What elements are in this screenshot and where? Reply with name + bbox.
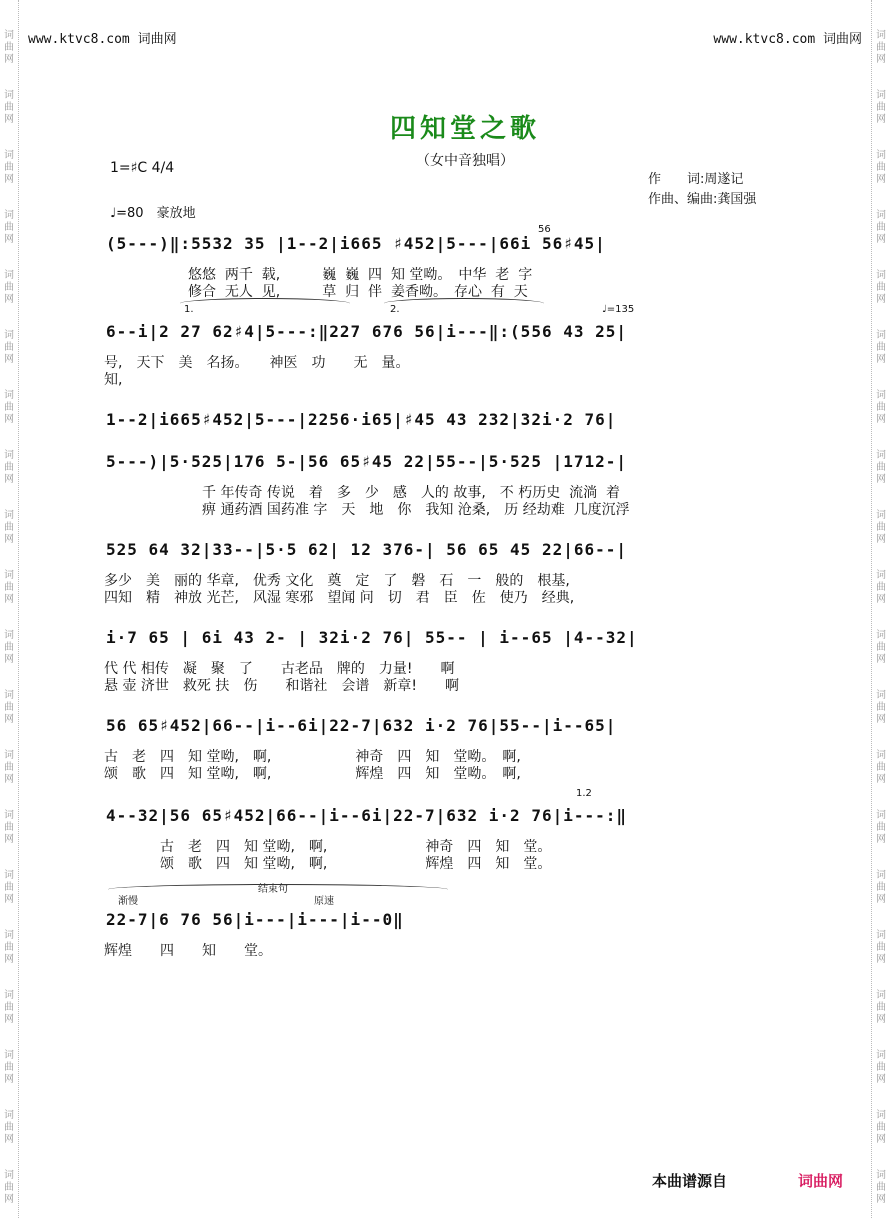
- lyric-line: 悠悠 两千 载, 巍 巍 四 知 堂呦。 中华 老 字: [104, 267, 533, 283]
- watermark-text: 词 曲 网: [4, 390, 14, 425]
- song-subtitle: （女中音独唱）: [416, 153, 514, 169]
- watermark-text: 词 曲 网: [876, 630, 886, 665]
- header-site-left[interactable]: www.ktvc8.com 词曲网: [28, 32, 177, 47]
- watermark-text: 词 曲 网: [4, 30, 14, 65]
- watermark-text: 词 曲 网: [4, 570, 14, 605]
- lyric-line: 古 老 四 知 堂呦, 啊, 神奇 四 知 堂呦。 啊,: [104, 749, 521, 765]
- watermark-text: 词 曲 网: [4, 750, 14, 785]
- watermark-text: 词 曲 网: [4, 930, 14, 965]
- tempo-change-mark: ♩=135: [602, 304, 635, 315]
- watermark-text: 词 曲 网: [4, 210, 14, 245]
- a-tempo-mark: 原速: [314, 896, 334, 907]
- right-watermark: [874, 30, 888, 1230]
- watermark-text: 词 曲 网: [876, 390, 886, 425]
- watermark-text: 词 曲 网: [876, 1050, 886, 1085]
- lyric-line: 痹 通药酒 国药准 字 天 地 你 我知 沧桑, 历 经劫难 几度沉浮: [104, 502, 630, 518]
- watermark-text: 词 曲 网: [4, 1170, 14, 1205]
- watermark-text: 词 曲 网: [4, 1050, 14, 1085]
- second-ending-mark: 2.: [390, 304, 400, 315]
- watermark-text: 词 曲 网: [876, 750, 886, 785]
- grace-note: 56: [538, 224, 551, 235]
- watermark-text: 词 曲 网: [876, 990, 886, 1025]
- watermark-text: 词 曲 网: [876, 30, 886, 65]
- rit-mark: 渐慢: [118, 896, 138, 907]
- watermark-text: 词 曲 网: [4, 270, 14, 305]
- watermark-text: 词 曲 网: [876, 450, 886, 485]
- lyricist-credit: 作 词:周遂记: [648, 172, 744, 187]
- lyric-line: 悬 壶 济世 救死 扶 伤 和谐社 会谱 新章! 啊: [104, 678, 459, 694]
- right-border: [871, 0, 872, 1218]
- watermark-text: 词 曲 网: [876, 810, 886, 845]
- watermark-text: 词 曲 网: [876, 330, 886, 365]
- lyric-line: 古 老 四 知 堂呦, 啊, 神奇 四 知 堂。: [104, 839, 552, 855]
- notation-line: 5---)|5·525|176 5-|56 65♯45 22|55--|5·525 |1712-|: [106, 452, 628, 471]
- lyric-line: 多少 美 丽的 华章, 优秀 文化 奠 定 了 磐 石 一 般的 根基,: [104, 573, 570, 589]
- end-phrase-bracket: [108, 884, 448, 895]
- watermark-text: 词 曲 网: [876, 270, 886, 305]
- first-ending-mark: 1.: [184, 304, 194, 315]
- lyric-line: 代 代 相传 凝 聚 了 古老品 牌的 力量! 啊: [104, 661, 455, 677]
- watermark-text: 词 曲 网: [4, 510, 14, 545]
- watermark-text: 词 曲 网: [4, 810, 14, 845]
- watermark-text: 词 曲 网: [876, 930, 886, 965]
- lyric-line: 修合 无人 见, 草 归 伴 姜香呦。 存心 有 天: [104, 284, 528, 300]
- watermark-text: 词 曲 网: [876, 870, 886, 905]
- watermark-text: 词 曲 网: [876, 510, 886, 545]
- watermark-text: 词 曲 网: [876, 570, 886, 605]
- lyric-line: 颂 歌 四 知 堂呦, 啊, 辉煌 四 知 堂呦。 啊,: [104, 766, 521, 782]
- song-title: 四知堂之歌: [389, 114, 540, 144]
- lyric-line: 千 年传奇 传说 着 多 少 感 人的 故事, 不 朽历史 流淌 着: [104, 485, 621, 501]
- lyric-line: 知,: [104, 372, 123, 388]
- ending-12-mark: 1.2: [576, 788, 592, 799]
- lyric-line: 号, 天下 美 名扬。 神医 功 无 量。: [104, 355, 410, 371]
- watermark-text: 词 曲 网: [876, 690, 886, 725]
- watermark-text: 词 曲 网: [4, 150, 14, 185]
- notation-line: 56 65♯452|66--|i--6i|22-7|632 i·2 76|55--|i--65|: [106, 716, 617, 735]
- notation-line: 6--i|2 27 62♯4|5---:‖227 676 56|i---‖:(556 43 25|: [106, 322, 628, 341]
- left-border: [18, 0, 19, 1218]
- watermark-text: 词 曲 网: [4, 330, 14, 365]
- notation-line: 22-7|6 76 56|i---|i---|i--0‖: [106, 910, 404, 929]
- source-name[interactable]: 词曲网: [798, 1172, 844, 1190]
- notation-line: i·7 65 | 6i 43 2- | 32i·2 76| 55-- | i--65 |4--32|: [106, 628, 638, 647]
- watermark-text: 词 曲 网: [4, 690, 14, 725]
- notation-line: (5---)‖:5532 35 |1--2|i665 ♯452|5---|66i 56♯45|: [106, 234, 606, 253]
- watermark-text: 词 曲 网: [4, 630, 14, 665]
- watermark-text: 词 曲 网: [876, 90, 886, 125]
- lyric-line: 颂 歌 四 知 堂呦, 啊, 辉煌 四 知 堂。: [104, 856, 552, 872]
- notation-line: 525 64 32|33--|5·5 62| 12 376-| 56 65 45 22|66--|: [106, 540, 628, 559]
- watermark-text: 词 曲 网: [4, 450, 14, 485]
- notation-line: 1--2|i665♯452|5---|2256·i65|♯45 43 232|32i·2 76|: [106, 410, 617, 429]
- tempo-marking: ♩=80 豪放地: [110, 206, 196, 221]
- watermark-text: 词 曲 网: [876, 1110, 886, 1145]
- watermark-text: 词 曲 网: [876, 210, 886, 245]
- watermark-text: 词 曲 网: [4, 90, 14, 125]
- notation-line: 4--32|56 65♯452|66--|i--6i|22-7|632 i·2 76|i---:‖: [106, 806, 628, 825]
- watermark-text: 词 曲 网: [876, 1170, 886, 1205]
- key-signature: 1=♯C 4/4: [110, 160, 175, 176]
- source-label: 本曲谱源自: [652, 1172, 728, 1190]
- lyric-line: 四知 精 神放 光芒, 风湿 寒邪 望闻 问 切 君 臣 佐 使乃 经典,: [104, 590, 575, 606]
- header-site-right[interactable]: www.ktvc8.com 词曲网: [713, 32, 862, 47]
- watermark-text: 词 曲 网: [4, 990, 14, 1025]
- watermark-text: 词 曲 网: [4, 1110, 14, 1145]
- lyric-line: 辉煌 四 知 堂。: [104, 943, 272, 959]
- end-phrase-mark: 结束句: [258, 884, 288, 895]
- left-watermark: [2, 30, 16, 1230]
- watermark-text: 词 曲 网: [4, 870, 14, 905]
- composer-credit: 作曲、编曲:龚国强: [648, 192, 757, 207]
- watermark-text: 词 曲 网: [876, 150, 886, 185]
